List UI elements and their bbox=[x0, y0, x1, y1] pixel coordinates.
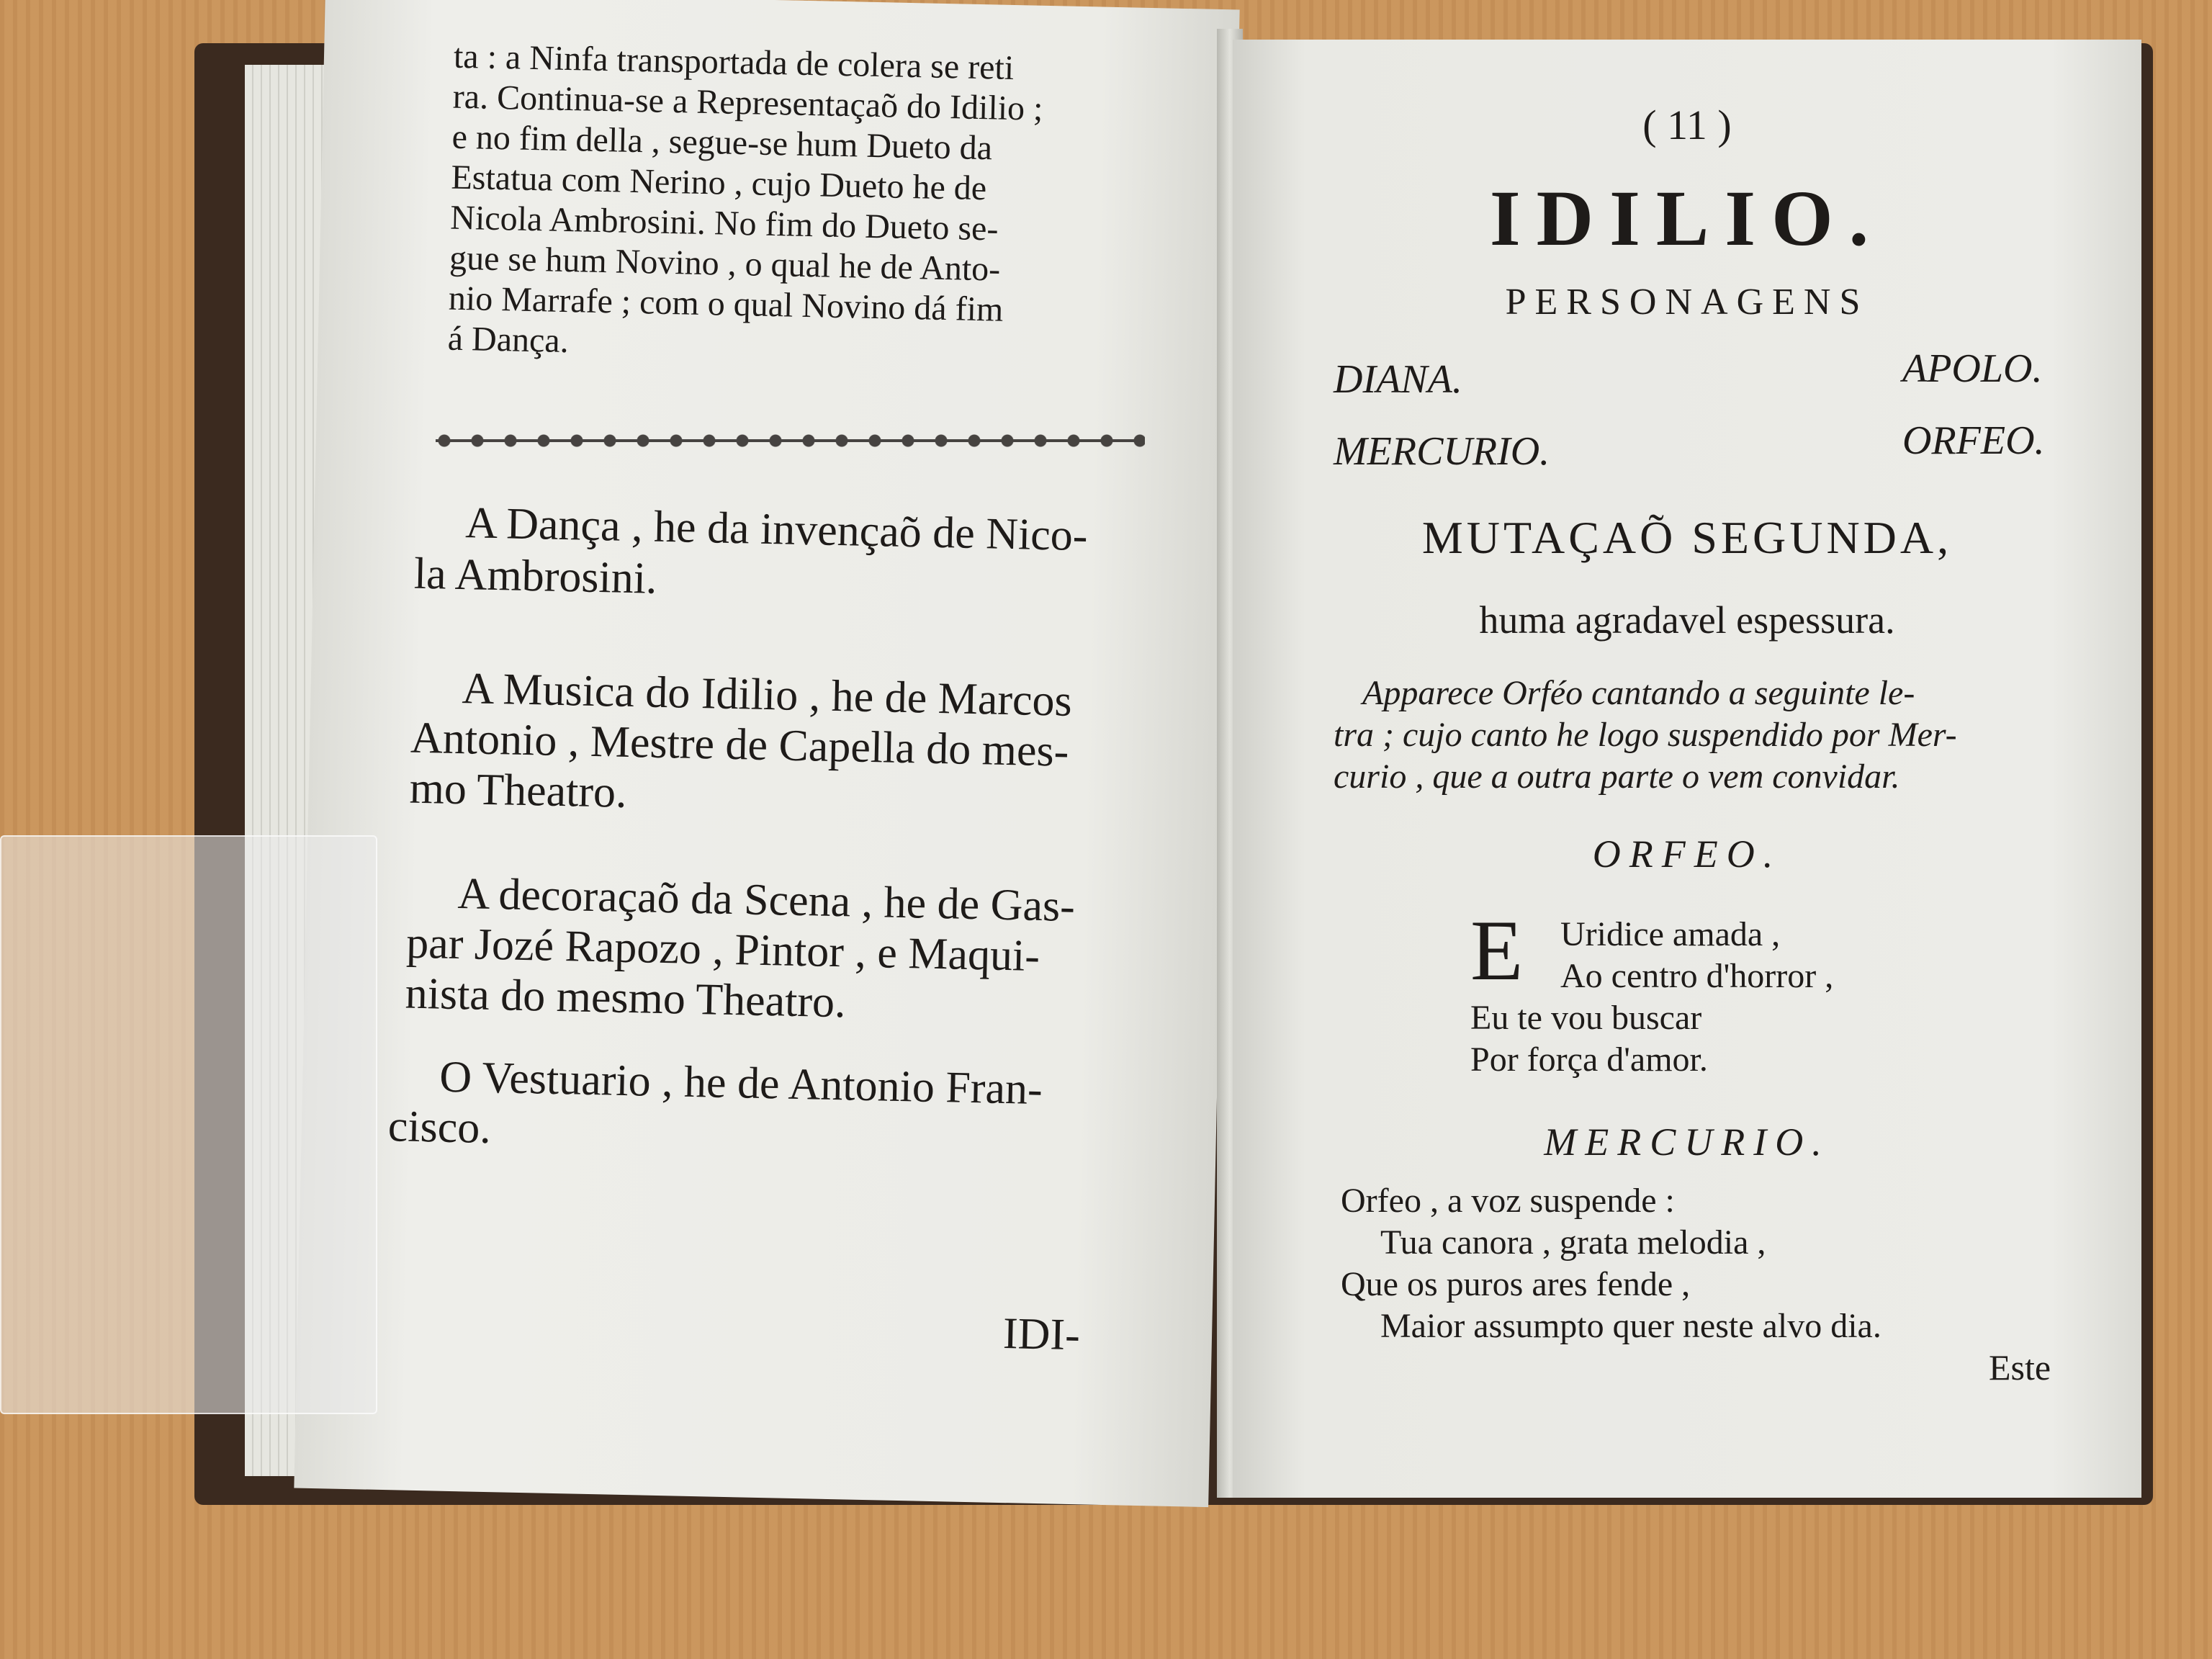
left-body-line-5: Nicola Ambrosini. No fim do Dueto se- bbox=[449, 198, 999, 248]
left-page bbox=[294, 0, 1239, 1507]
right-catchword: Este bbox=[1989, 1347, 2051, 1388]
orfeo-verse-line-3: Eu te vou buscar bbox=[1470, 999, 1702, 1037]
mercurio-verse-line-3: Que os puros ares fende , bbox=[1341, 1265, 1691, 1303]
speaker-mercurio: MERCURIO. bbox=[1544, 1120, 1830, 1164]
music-credit-line-1: A Musica do Idilio , he de Marcos bbox=[461, 664, 1073, 726]
scene-setting: huma agradavel espessura. bbox=[1479, 598, 1895, 642]
speaker-orfeo: ORFEO. bbox=[1592, 832, 1782, 876]
costume-credit-line-2: cisco. bbox=[387, 1102, 492, 1154]
personagens-heading: PERSONAGENS bbox=[1505, 282, 1869, 323]
page-number: ( 11 ) bbox=[1642, 102, 1732, 148]
character-orfeo: ORFEO. bbox=[1902, 418, 2045, 463]
stage-direction-line-1: Apparece Orféo cantando a seguinte le- bbox=[1362, 674, 1915, 712]
right-page bbox=[1233, 40, 2141, 1498]
orfeo-verse-line-1: Uridice amada , bbox=[1560, 915, 1781, 953]
mercurio-verse-line-1: Orfeo , a voz suspende : bbox=[1341, 1182, 1675, 1220]
stage-direction-line-3: curio , que a outra parte o vem convidar. bbox=[1334, 757, 1900, 796]
character-diana: DIANA. bbox=[1334, 357, 1462, 402]
left-body-line-4: Estatua com Nerino , cujo Dueto he de bbox=[450, 158, 987, 208]
left-body-line-7: nio Marrafe ; com o qual Novino dá fim bbox=[448, 279, 1004, 329]
mercurio-verse-line-2: Tua canora , grata melodia , bbox=[1380, 1223, 1766, 1262]
left-body-line-1: ta : a Ninfa transportada de colera se reti bbox=[453, 37, 1015, 87]
mercurio-verse-line-4: Maior assumpto quer neste alvo dia. bbox=[1380, 1307, 1881, 1345]
play-title: IDILIO. bbox=[1489, 174, 1885, 262]
character-mercurio: MERCURIO. bbox=[1334, 429, 1550, 474]
dance-credit-line-2: la Ambrosini. bbox=[413, 549, 658, 603]
scene-credit-line-3: nista do mesmo Theatro. bbox=[405, 968, 847, 1028]
scene-credit-line-1: A decoraçaõ da Scena , he de Gas- bbox=[457, 869, 1076, 931]
ornamental-divider bbox=[436, 426, 1145, 455]
orfeo-verse-line-2: Ao centro d'horror , bbox=[1560, 957, 1834, 995]
music-credit-line-3: mo Theatro. bbox=[409, 763, 628, 817]
dance-credit-line-1: A Dança , he da invençaõ de Nico- bbox=[464, 498, 1089, 561]
character-apolo: APOLO. bbox=[1902, 346, 2043, 391]
drop-capital: E bbox=[1470, 902, 1524, 998]
scene-credit-line-2: par Jozé Rapozo , Pintor , e Maqui- bbox=[405, 918, 1040, 981]
left-body-line-8: á Dança. bbox=[447, 319, 570, 361]
orfeo-verse-line-4: Por força d'amor. bbox=[1470, 1040, 1708, 1079]
scene-heading: MUTAÇAÕ SEGUNDA, bbox=[1421, 512, 1953, 563]
left-catchword: IDI- bbox=[1002, 1309, 1081, 1360]
costume-credit-line-1: O Vestuario , he de Antonio Fran- bbox=[439, 1052, 1043, 1115]
stage-direction-line-2: tra ; cujo canto he logo suspendido por Mer- bbox=[1334, 716, 1957, 754]
transparent-bookmark bbox=[0, 835, 377, 1414]
left-body-line-6: gue se hum Novino , o qual he de Anto- bbox=[449, 238, 1001, 289]
left-body-line-2: ra. Continua-se a Representaçaõ do Idilio ; bbox=[452, 77, 1043, 128]
music-credit-line-2: Antonio , Mestre de Capella do mes- bbox=[410, 713, 1070, 776]
left-body-line-3: e no fim della , segue-se hum Dueto da bbox=[451, 117, 993, 168]
